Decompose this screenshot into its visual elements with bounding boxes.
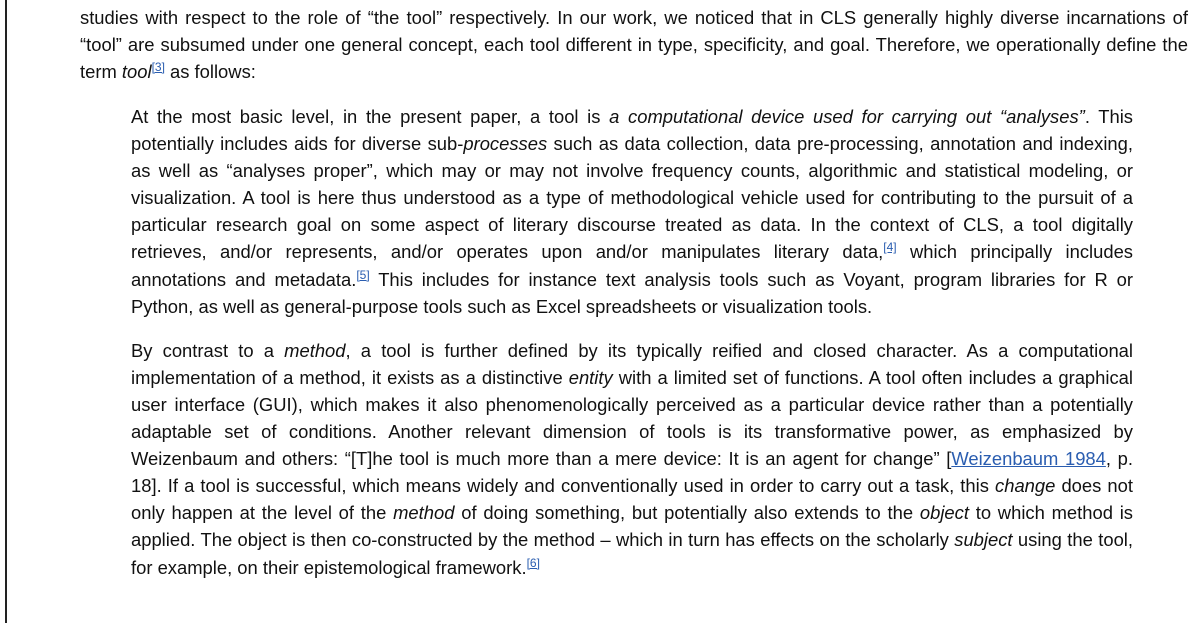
quote1-text-2: . This potentially includes aids for diverse sub- xyxy=(131,106,1133,155)
quote2-text-8: using the tool, for example, on their epistemological framework. xyxy=(131,529,1133,578)
quote1-text-4: which principally includes annotations and metadata. xyxy=(131,241,1134,290)
left-border-rule xyxy=(5,0,7,623)
quote2-text-3: with a limited set of functions. A tool often includes a graphical user interface (GUI), which makes it also phenomenologically perceived as a particular device rather than a potentially adaptable set of conditions. Another relevant dimension of tools is its transformative power, as emphasized by Weizenbaum and others: “[T]he tool is much more than a mere device: It is an agent for change” [ xyxy=(131,366,1133,470)
quote2-text-6: of doing something, but potentially also extends to the xyxy=(454,502,920,524)
quote2-emphasis-object: object xyxy=(919,502,969,524)
footnote-ref-3[interactable] xyxy=(152,60,165,74)
blockquote-paragraph-1 xyxy=(131,103,1133,320)
blockquote-paragraph-2 xyxy=(131,337,1133,581)
intro-text-1: studies with respect to the role of “the tool” respectively. In our work, we noticed that in CLS generally highly diverse incarnations of “tool” are subsumed under one general concept, each tool different in type, specificity, and goal. Therefore, we operationally define the term xyxy=(80,7,1188,82)
footnote-link-3[interactable]: [3] xyxy=(151,60,165,74)
intro-paragraph xyxy=(80,4,1188,85)
quote2-text-1: By contrast to a xyxy=(131,339,285,361)
quote1-text-1: At the most basic level, in the present paper, a tool is xyxy=(131,106,610,127)
definition-blockquote xyxy=(131,103,1133,598)
quote2-emphasis-entity: entity xyxy=(568,366,613,388)
footnote-link-4[interactable]: [4] xyxy=(883,240,897,255)
intro-text-2: as follows: xyxy=(164,61,256,82)
intro-term-tool: tool xyxy=(121,61,152,82)
quote2-emphasis-method-2: method xyxy=(393,502,455,524)
footnote-ref-4[interactable] xyxy=(883,240,896,254)
quote2-emphasis-subject: subject xyxy=(954,529,1013,551)
footnote-ref-5[interactable] xyxy=(356,268,369,282)
quote2-emphasis-method: method xyxy=(284,339,346,361)
quote2-text-4: , p. 18]. If a tool is successful, which means widely and conventionally used in order to carry out a task, this xyxy=(131,448,1133,497)
quote2-text-2: , a tool is further defined by its typically reified and closed character. As a computational implementation of a method, it exists as a distinctive xyxy=(131,339,1133,388)
footnote-link-6[interactable]: [6] xyxy=(526,555,540,570)
quote1-text-5: This includes for instance text analysis tools such as Voyant, program libraries for R or Python, as well as general-purpose tools such as Excel spreadsheets or visualization tools. xyxy=(131,268,1133,317)
quote2-text-7: to which method is applied. The object is then co-constructed by the method – which in turn has effects on the scholarly xyxy=(131,502,1133,551)
quote2-emphasis-change: change xyxy=(995,475,1056,497)
quote1-text-3: such as data collection, data pre-processing, annotation and indexing, as well as “analyses proper”, which may or may not involve frequency counts, algorithmic and statistical modeling, or visualization. A tool is here thus understood as a type of methodological vehicle used for contributing to the pursuit of a particular research goal on some aspect of literary discourse treated as data. In the context of CLS, a tool digitally retrieves, and/or represents, and/or operates upon and/or manipulates literary data, xyxy=(131,133,1133,263)
citation-link-weizenbaum[interactable]: Weizenbaum 1984 xyxy=(951,448,1106,470)
footnote-ref-6[interactable] xyxy=(527,556,540,570)
quote2-text-5: does not only happen at the level of the xyxy=(131,475,1133,524)
quote1-emphasis-2: processes xyxy=(463,133,548,155)
footnote-link-5[interactable]: [5] xyxy=(356,267,370,282)
quote1-emphasis-1: a computational device used for carrying out “analyses” xyxy=(609,106,1085,127)
